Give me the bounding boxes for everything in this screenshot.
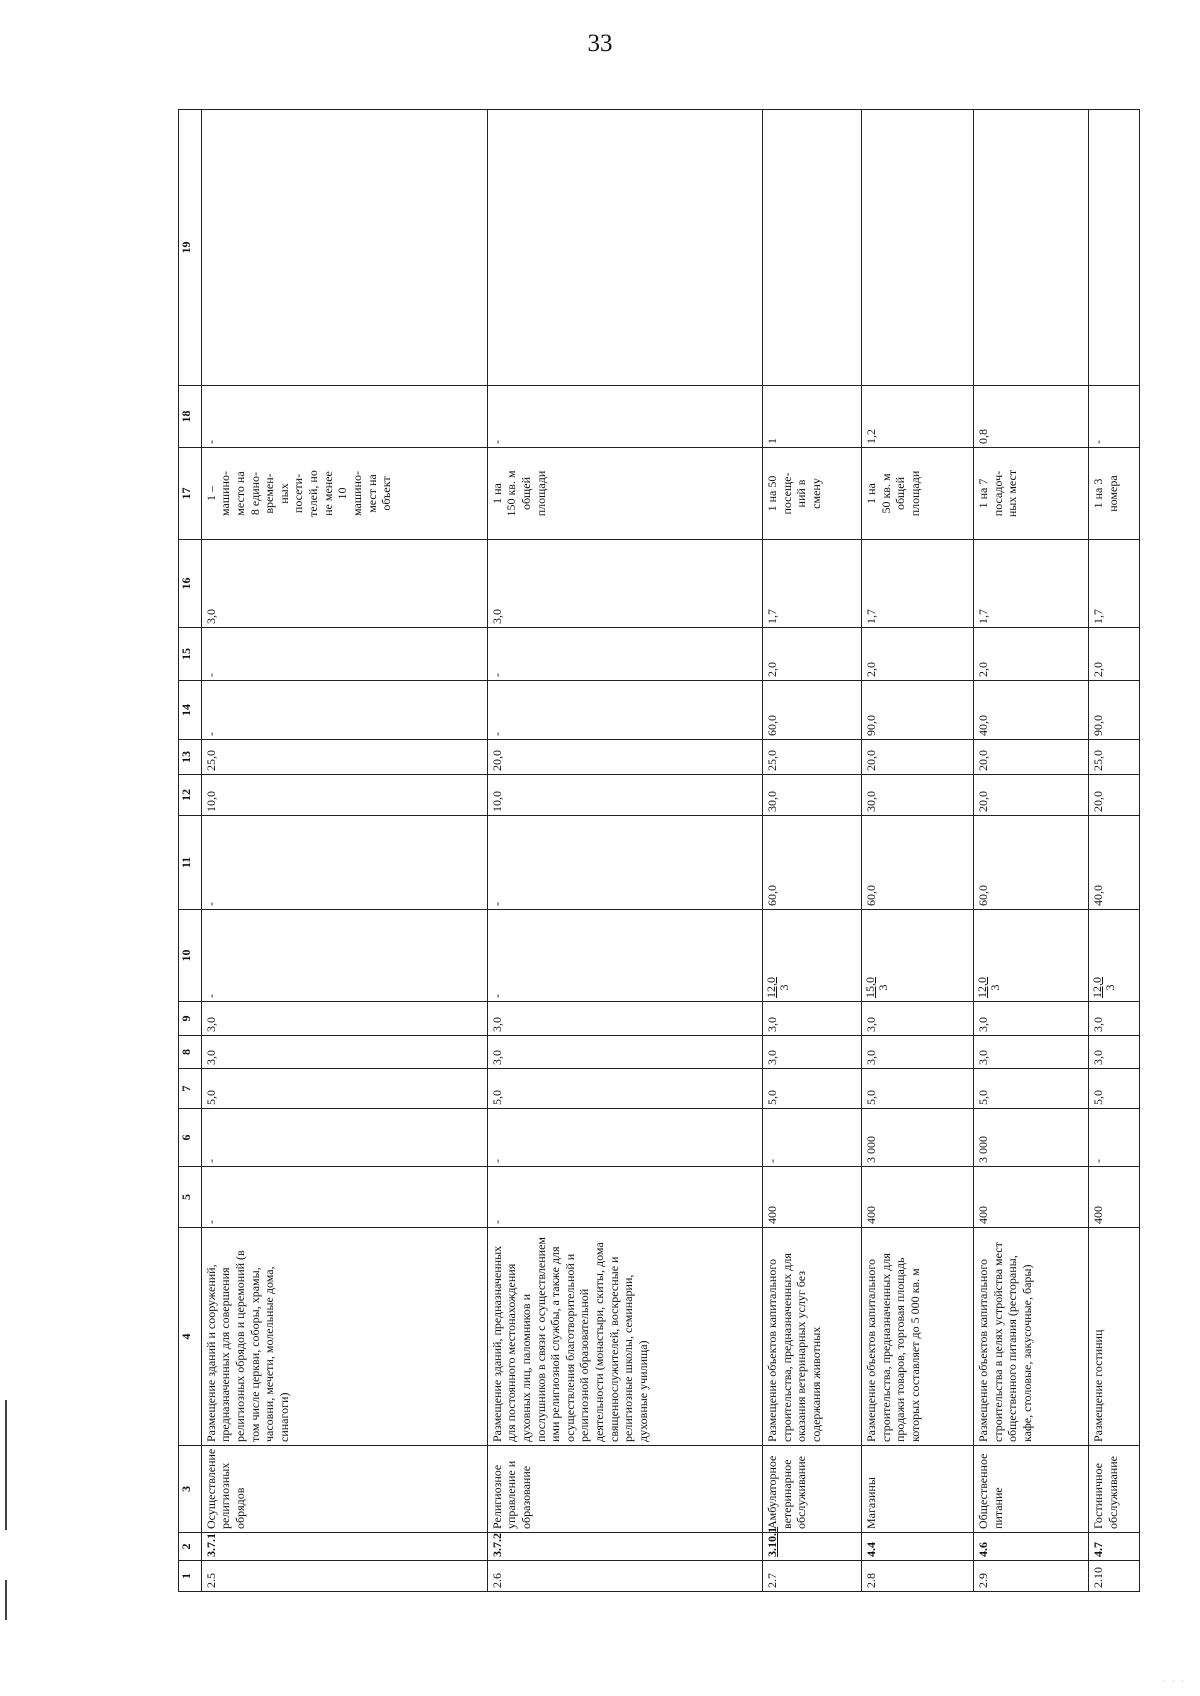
cell-col-10: - (487, 910, 762, 1002)
cell-col-9: 3,0 (763, 1002, 862, 1036)
column-number-14: 14 (179, 681, 202, 740)
cell-col-8: 3,0 (763, 1036, 862, 1069)
cell-col-17: 1 на 50 посеще- ний в смену (763, 448, 862, 540)
cell-col-11: 60,0 (861, 816, 973, 910)
cell-col-12: 20,0 (1089, 775, 1140, 816)
cell-col-1: 2.9 (974, 1561, 1089, 1592)
cell-col-10 (861, 910, 973, 1002)
fraction-value (765, 977, 791, 998)
cell-col-13: 25,0 (201, 740, 487, 775)
cell-col-14: - (487, 681, 762, 740)
cell-col-1: 2.6 (487, 1561, 762, 1592)
cell-col-11: - (201, 816, 487, 910)
cell-col-8: 3,0 (201, 1036, 487, 1069)
column-number-4: 4 (179, 1228, 202, 1446)
table-row (201, 110, 487, 1592)
cell-col-19 (1089, 110, 1140, 386)
cell-col-1: 2.10 (1089, 1561, 1140, 1592)
cell-col-8: 3,0 (861, 1036, 973, 1069)
cell-col-1: 2.5 (201, 1561, 487, 1592)
fraction-denominator: 3 (1103, 984, 1118, 991)
cell-col-16: 1,7 (861, 540, 973, 628)
cell-col-11: 40,0 (1089, 816, 1140, 910)
cell-col-19 (974, 110, 1089, 386)
cell-col-18: - (487, 386, 762, 448)
cell-col-5: - (487, 1167, 762, 1228)
column-number-6: 6 (179, 1109, 202, 1167)
cell-col-13: 20,0 (487, 740, 762, 775)
cell-col-12: 10,0 (201, 775, 487, 816)
cell-col-17: 1 на 7 посадоч- ных мест (974, 448, 1089, 540)
cell-col-3: Религиозное управление и образование (487, 1446, 762, 1533)
cell-col-7: 5,0 (861, 1069, 973, 1109)
cell-col-11: - (487, 816, 762, 910)
cell-col-7: 5,0 (487, 1069, 762, 1109)
cell-col-6: - (763, 1109, 862, 1167)
fraction-numerator: 12,0 (1090, 977, 1105, 998)
column-number-11: 11 (179, 816, 202, 910)
cell-col-3: Магазины (861, 1446, 973, 1533)
cell-col-6: 3 000 (861, 1109, 973, 1167)
cell-col-18: 1,2 (861, 386, 973, 448)
cell-col-14: - (201, 681, 487, 740)
cell-col-15: - (487, 628, 762, 681)
cell-col-15: 2,0 (861, 628, 973, 681)
column-number-3: 3 (179, 1446, 202, 1533)
cell-col-16: 1,7 (974, 540, 1089, 628)
cell-col-2: 3.10.1 (763, 1533, 862, 1561)
cell-col-14: 90,0 (861, 681, 973, 740)
cell-col-15: 2,0 (1089, 628, 1140, 681)
cell-col-4: Размещение гостиниц (1089, 1228, 1140, 1446)
cell-col-15: 2,0 (974, 628, 1089, 681)
cell-col-17: 1 – машино- место на 8 едино- времен- ных посети- телей, но не менее 10 машино- мест на объект (201, 448, 487, 540)
fraction-numerator: 12,0 (975, 977, 990, 998)
cell-col-4: Размещение зданий и сооружений, предназначенных для совершения религиозных обрядов и церемоний (в том числе церкви, соборы, храмы, часовни, мечети, молельные дома, синагоги) (201, 1228, 487, 1446)
cell-col-4: Размещение объектов капитального строительства в целях устройства мест общественного питания (рестораны, кафе, столовые, закусочные, бары) (974, 1228, 1089, 1446)
cell-col-5: 400 (974, 1167, 1089, 1228)
cell-col-3: Осуществление религиозных обрядов (201, 1446, 487, 1533)
cell-col-10 (1089, 910, 1140, 1002)
cell-col-9: 3,0 (1089, 1002, 1140, 1036)
column-number-17: 17 (179, 448, 202, 540)
cell-col-5: 400 (763, 1167, 862, 1228)
table-row (763, 110, 862, 1592)
cell-col-12: 30,0 (861, 775, 973, 816)
cell-col-13: 25,0 (763, 740, 862, 775)
cell-col-7: 5,0 (974, 1069, 1089, 1109)
cell-col-7: 5,0 (201, 1069, 487, 1109)
column-number-row (179, 110, 202, 1592)
table-row (861, 110, 973, 1592)
cell-col-14: 90,0 (1089, 681, 1140, 740)
cell-col-2: 3.7.1 (201, 1533, 487, 1561)
cell-col-18: - (1089, 386, 1140, 448)
column-number-1: 1 (179, 1561, 202, 1592)
cell-col-10 (974, 910, 1089, 1002)
column-number-13: 13 (179, 740, 202, 775)
cell-col-1: 2.8 (861, 1561, 973, 1592)
cell-col-4: Размещение зданий, предназначенных для постоянного местонахождения духовных лиц, паломников и послушников в связи с осуществлением ими религиозной службы, а также для осуществления благотворительной и религиозной образовательной деятельности (монастыри, скиты, дома священнослужителей, воскресные и религиозные школы, семинарии, духовные училища) (487, 1228, 762, 1446)
cell-col-9: 3,0 (974, 1002, 1089, 1036)
cell-col-16: 3,0 (201, 540, 487, 628)
cell-col-13: 25,0 (1089, 740, 1140, 775)
cell-col-19 (861, 110, 973, 386)
cell-col-12: 10,0 (487, 775, 762, 816)
cell-col-3: Амбулаторное ветеринарное обслуживание (763, 1446, 862, 1533)
cell-col-18: 1 (763, 386, 862, 448)
cell-col-4: Размещение объектов капитального строительства, предназначенных для продажи товаров, торговая площадь которых составляет до 5 000 кв. м (861, 1228, 973, 1446)
cell-col-8: 3,0 (974, 1036, 1089, 1069)
column-number-19: 19 (179, 110, 202, 386)
cell-col-7: 5,0 (1089, 1069, 1140, 1109)
fraction-numerator: 12,0 (764, 977, 779, 998)
cell-col-17: 1 на 50 кв. м общей площади (861, 448, 973, 540)
cell-col-17: 1 на 150 кв. м общей площади (487, 448, 762, 540)
cell-col-4: Размещение объектов капитального строительства, предназначенных для оказания ветеринарных услуг без содержания животных (763, 1228, 862, 1446)
page-number: 33 (587, 30, 613, 57)
column-number-2: 2 (179, 1533, 202, 1561)
cell-col-6: - (201, 1109, 487, 1167)
cell-col-15: 2,0 (763, 628, 862, 681)
cell-col-6: - (1089, 1109, 1140, 1167)
cell-col-18: - (201, 386, 487, 448)
cell-col-14: 40,0 (974, 681, 1089, 740)
fraction-numerator: 15,0 (862, 977, 877, 998)
cell-col-1: 2.7 (763, 1561, 862, 1592)
cell-col-8: 3,0 (1089, 1036, 1140, 1069)
cell-col-8: 3,0 (487, 1036, 762, 1069)
scan-edge-mark (5, 1580, 7, 1620)
cell-col-2: 4.6 (974, 1533, 1089, 1561)
cell-col-9: 3,0 (487, 1002, 762, 1036)
cell-col-13: 20,0 (861, 740, 973, 775)
column-number-8: 8 (179, 1036, 202, 1069)
cell-col-5: - (201, 1167, 487, 1228)
cell-col-19 (201, 110, 487, 386)
cell-col-3: Гостиничное обслуживание (1089, 1446, 1140, 1533)
cell-col-5: 400 (861, 1167, 973, 1228)
cell-col-16: 1,7 (1089, 540, 1140, 628)
cell-col-2: 3.7.2 (487, 1533, 762, 1561)
fraction-value (1091, 977, 1117, 998)
column-number-5: 5 (179, 1167, 202, 1228)
fraction-value (976, 977, 1002, 998)
rotated-table-container (178, 110, 1140, 1592)
cell-col-13: 20,0 (974, 740, 1089, 775)
cell-col-7: 5,0 (763, 1069, 862, 1109)
table-row (974, 110, 1089, 1592)
cell-col-16: 1,7 (763, 540, 862, 628)
cell-col-11: 60,0 (974, 816, 1089, 910)
column-number-16: 16 (179, 540, 202, 628)
column-number-9: 9 (179, 1002, 202, 1036)
table-row (487, 110, 762, 1592)
cell-col-16: 3,0 (487, 540, 762, 628)
cell-col-2: 4.7 (1089, 1533, 1140, 1561)
fraction-denominator: 3 (777, 984, 792, 991)
scan-edge-mark (5, 1400, 7, 1530)
cell-col-17: 1 на 3 номера (1089, 448, 1140, 540)
cell-col-6: - (487, 1109, 762, 1167)
cell-col-15: - (201, 628, 487, 681)
cell-col-6: 3 000 (974, 1109, 1089, 1167)
cell-col-10 (763, 910, 862, 1002)
cell-col-11: 60,0 (763, 816, 862, 910)
column-number-10: 10 (179, 910, 202, 1002)
cell-col-14: 60,0 (763, 681, 862, 740)
column-number-18: 18 (179, 386, 202, 448)
cell-col-2: 4.4 (861, 1533, 973, 1561)
column-number-15: 15 (179, 628, 202, 681)
cell-col-9: 3,0 (201, 1002, 487, 1036)
fraction-denominator: 3 (988, 984, 1003, 991)
cell-col-5: 400 (1089, 1167, 1140, 1228)
regulations-table (178, 109, 1140, 1592)
fraction-value (864, 977, 890, 998)
cell-col-19 (487, 110, 762, 386)
cell-col-9: 3,0 (861, 1002, 973, 1036)
scan-artifact: · · · (1162, 1676, 1186, 1686)
cell-col-10: - (201, 910, 487, 1002)
column-number-7: 7 (179, 1069, 202, 1109)
column-number-12: 12 (179, 775, 202, 816)
table-row (1089, 110, 1140, 1592)
cell-col-12: 20,0 (974, 775, 1089, 816)
cell-col-12: 30,0 (763, 775, 862, 816)
cell-col-19 (763, 110, 862, 386)
fraction-denominator: 3 (876, 984, 891, 991)
cell-col-3: Общественное питание (974, 1446, 1089, 1533)
cell-col-18: 0,8 (974, 386, 1089, 448)
